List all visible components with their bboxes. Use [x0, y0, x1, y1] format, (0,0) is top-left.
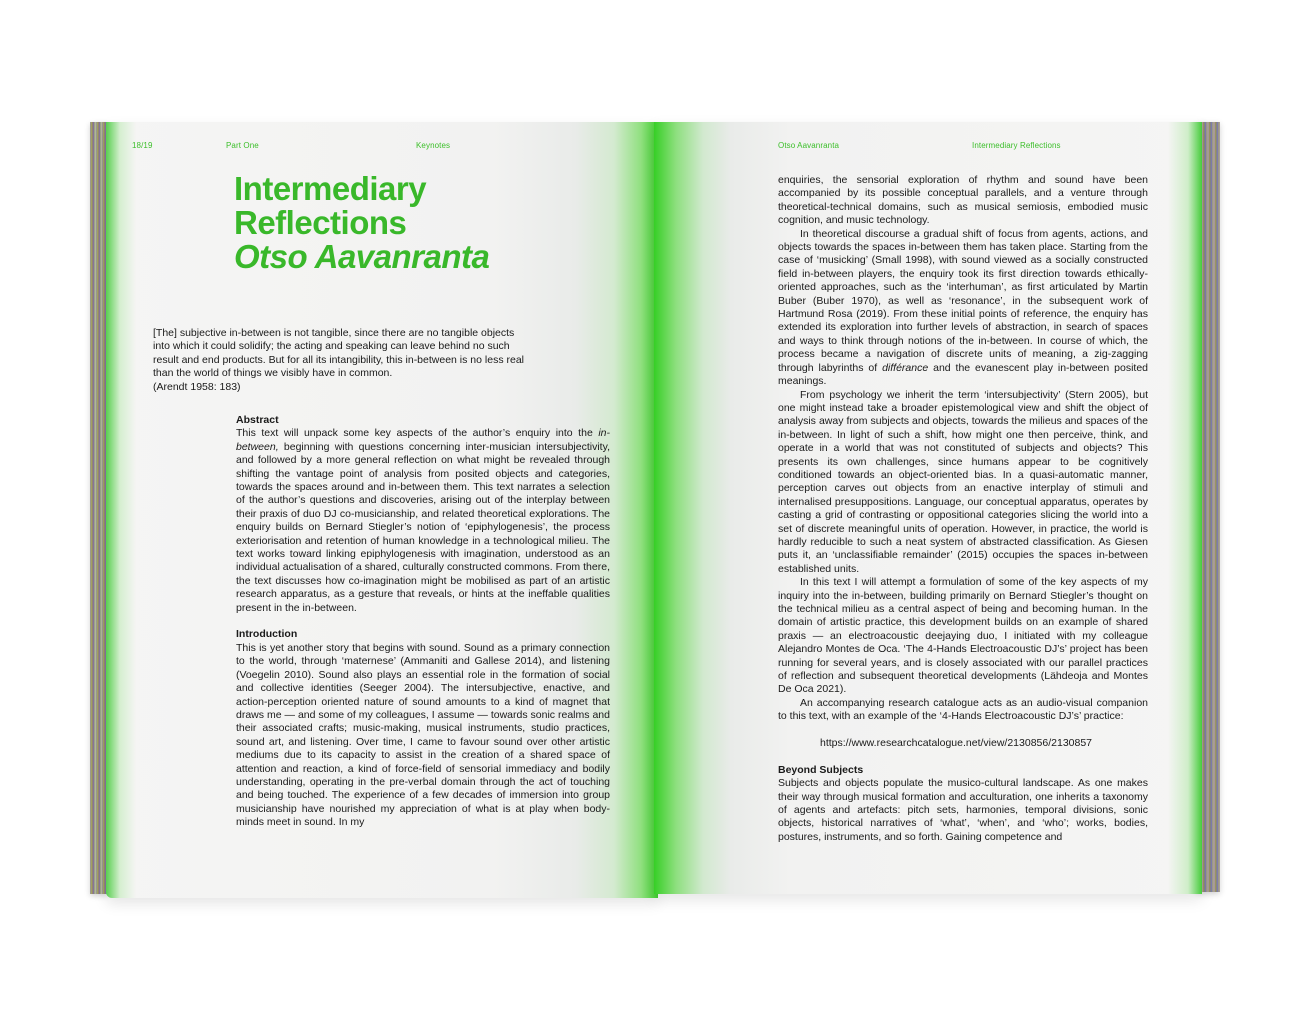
left-page [106, 122, 658, 898]
paragraph-3: From psychology we inherit the term ‘intersubjectivity’ (Stern 2005), but one might instead take a broader epistemological view and shift the object of analysis away from subjects and objects, towards the milieus and spaces of the in-between. In light of such a shift, how might one then perceive, think, and operate in a world that was not constituted of subjects and objects? This presents its own challenges, since humans appear to be cognitively conditioned towards an object-oriented bias. In a quasi-automatic manner, perception carves out objects from an enactive interplay of stimuli and internalised presuppositions. Language, our conceptual apparatus, operates by casting a grid of contrasting or oppositional categories slicing the world into a set of discrete meaningful units of operation. However, in practice, the world is hardly reducible to such a neat system of abstracted classification. As Giesen puts it, an ‘unclassifiable remainder’ (2015) occupies the spaces in-between established units. [778, 388, 1148, 575]
running-head-title: Intermediary Reflections [972, 141, 1061, 150]
paragraph-2-em: différance [882, 361, 929, 374]
beyond-subjects-text: Subjects and objects populate the musico-cultural landscape. As one makes their way through musical formation and acculturation, one inherits a taxonomy of agents and artefacts: pitch sets, harmonies, temporal divisions, sonic objects, historical narratives of ‘what’, ‘when’, and ‘who’; works, bodies, postures, instruments, and so forth. Gaining competence and [778, 777, 1148, 843]
epigraph [153, 327, 525, 394]
paragraph-2 [778, 228, 1148, 389]
right-body [778, 174, 1148, 844]
paragraph-4: In this text I will attempt a formulation of some of the key aspects of my inquiry into the in-between, building primarily on Bernard Stiegler’s thought on the technical milieu as a central aspect of being and becoming human. In the domain of artistic practice, this development builds on an example of shared praxis — an electroacoustic deejaying duo, I initiated with my colleague Alejandro Montes de Oca. ‘The 4-Hands Electroacoustic DJ’s’ project has been running for several years, and is closely associated with our parallel practices of reflection and subsequent theoretical developments (Lähdeoja and Montes De Oca 2021). [778, 576, 1148, 696]
paragraph-2-a: In theoretical discourse a gradual shift of focus from agents, actions, and objects towards the spaces in-between them has taken place. Starting from the case of ‘musicking’ (Small 1998), with sound viewed as a socially constructed field in-between players, the enquiry took its first direction towards ethically-oriented approaches, such as the ‘interhuman’, as first articulated by Martin Buber (Buber 1970), as well as ‘resonance’, in the subsequent work of Hartmund Rosa (2019). From these initial points of reference, the enquiry has extended its exploration into further levels of abstraction, in search of spaces and ways to think through notions of the in-between. In course of which, the process became a navigation of discrete units of meaning, a zig-zagging through labyrinths of [778, 227, 1148, 374]
running-head-part: Part One [226, 141, 259, 150]
abstract-text-b: beginning with questions concerning inter-musician intersubjectivity, and followed by a more general reflection on what might be revealed through shifting the vantage point of analysis from posited objects and categories, towards the spaces around and in-between them. This text narrates a selection of the author’s questions and discoveries, arising out of the interplay between their praxis of duo DJ co-musicianship, and related theoretical explorations. The enquiry builds on Bernard Stiegler’s notion of ‘epiphylogenesis’, the process exteriorisation and retention of human knowledge in a technological milieu. The text works toward linking epiphylogenesis with imagination, understood as an individual actualisation of a shared, culturally constructed commons. From there, the text discusses how co-imagination might be mobilised as part of an artistic research apparatus, as a gesture that reveals, or hints at the ineffable qualities present in the in-between. [236, 440, 610, 614]
left-body [236, 414, 610, 830]
paragraph-1: enquiries, the sensorial exploration of rhythm and sound have been accompanied by its possible conceptual parallels, and a venture through theoretical-technical domains, such as musical semiosis, embodied music cognition, and music technology. [778, 174, 1148, 227]
abstract-text-em: in-between, [236, 427, 610, 453]
title-line-1: Intermediary [234, 170, 427, 207]
beyond-subjects-heading: Beyond Subjects [778, 763, 864, 776]
epigraph-text: [The] subjective in-between is not tangible, since there are no tangible objects into which it could solidify; the acting and speaking can leave behind no such result and end products. But for all its intangibility, this in-between is no less real than the world of things we visibly have in common. [153, 327, 524, 380]
epigraph-citation: (Arendt 1958: 183) [153, 380, 241, 393]
paragraph-5: An accompanying research catalogue acts as an audio-visual companion to this text, with an example of the ‘4-Hands Electroacoustic DJ’s’ practice: [778, 696, 1148, 723]
folio: 18/19 [132, 141, 153, 150]
abstract-heading: Abstract [236, 414, 279, 426]
title-author: Otso Aavanranta [234, 238, 490, 275]
introduction-text: This is yet another story that begins with sound. Sound as a primary connection to the world, through ‘maternese’ (Ammaniti and Gallese 2014), and listening (Voegelin 2010). Sound also plays an essential role in the formation of social and collective identities (Seeger 2004). The intersubjective, enactive, and action-perception oriented nature of sound amounts to a kind of magnet that draws me — and some of my colleagues, I assume — towards sonic realms and their associated crafts; music-making, musical instruments, studio practices, sound art, and listening. Over time, I came to favour sound over other artistic mediums due to its capacity to assist in the creation of a shared space of attention and reaction, a kind of force-field of sensorial immediacy and bodily understanding, operating in the pre-verbal domain through the act of touching and being touched. The experience of a few decades of immersion into group musicianship have nourished my appreciation of what is at play when body-minds meet in sound. In my [236, 641, 610, 829]
running-head-author: Otso Aavanranta [778, 141, 840, 150]
paragraph-2-b: and the evanescent play in-between posited meanings. [778, 361, 1148, 388]
research-catalogue-link[interactable]: https://www.researchcatalogue.net/view/2130856/2130857 [820, 737, 1093, 750]
title-line-2: Reflections [234, 204, 407, 241]
article-title [234, 172, 489, 274]
abstract-text-a: This text will unpack some key aspects of the author’s enquiry into the [236, 427, 599, 440]
running-head-section: Keynotes [416, 141, 451, 150]
introduction-heading: Introduction [236, 628, 298, 641]
abstract-text [236, 427, 610, 615]
right-page [654, 122, 1202, 894]
